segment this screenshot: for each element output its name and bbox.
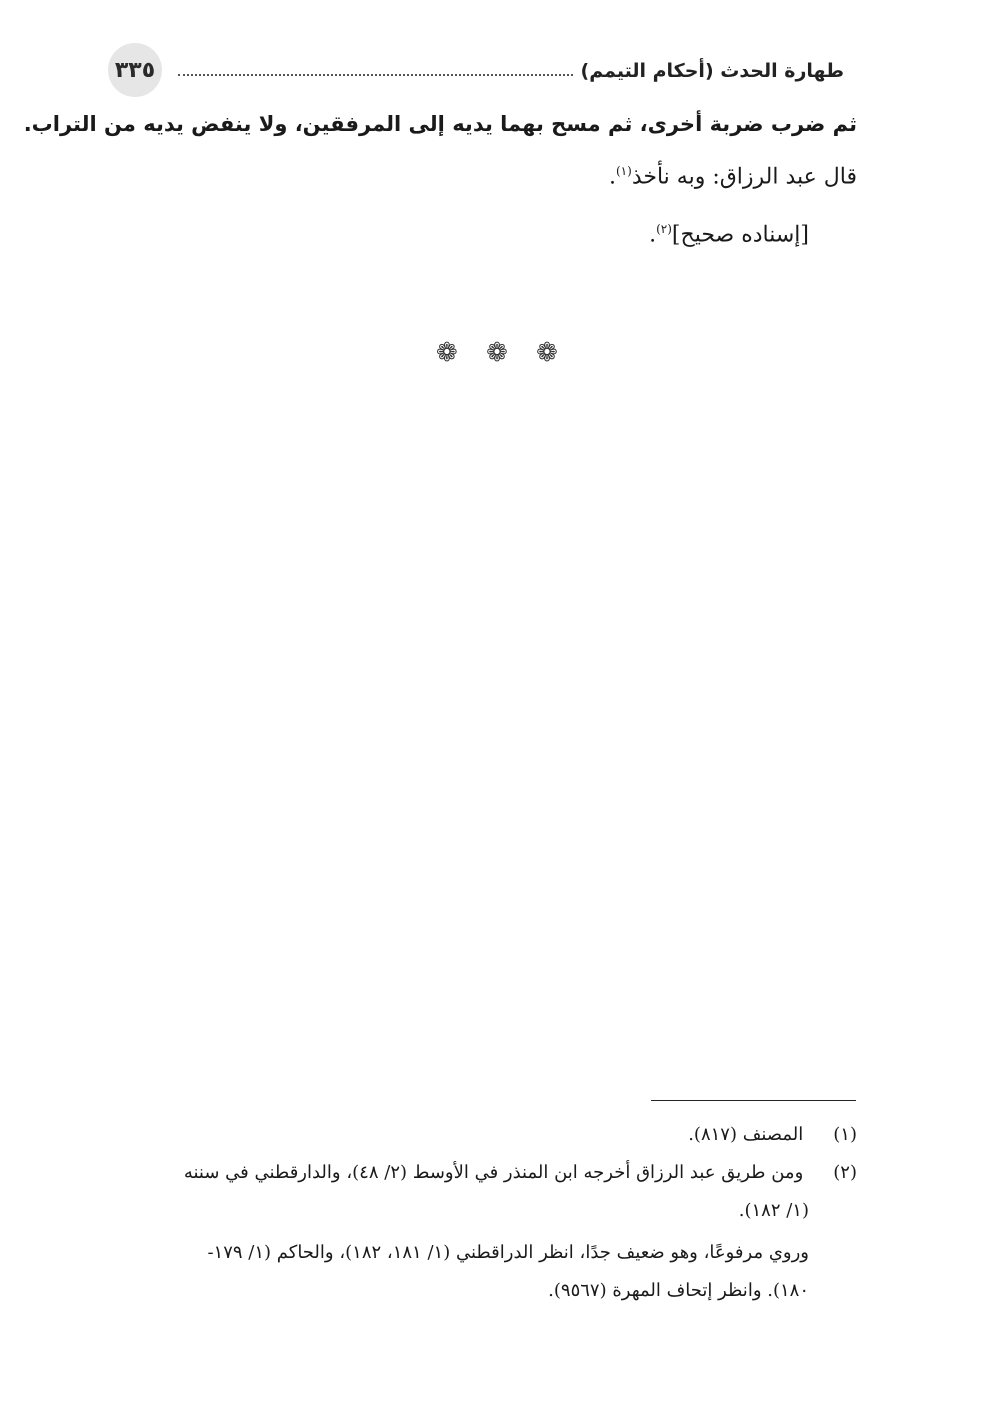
body-line-2-end: . [608, 164, 616, 190]
body-line-3-end: . [649, 222, 657, 248]
footnote-separator [651, 1100, 856, 1101]
body-line-3-text: [إسناده صحيح] [671, 222, 809, 248]
footnote-2-cont-line-1: وروي مرفوعًا، وهو ضعيف جدًا، انظر الدراقطني (١/ ١٨١، ١٨٢)، والحاكم (١/ ١٧٩- [207, 1242, 809, 1263]
body-line-2 [117, 164, 857, 189]
footnote-ref-2: (٢) [656, 222, 672, 236]
page-number-text: ٣٣٥ [114, 57, 156, 83]
page-number [108, 43, 162, 97]
footnote-1-text: المصنف (٨١٧). [688, 1124, 804, 1145]
running-header [178, 56, 844, 86]
footnote-2-number: (٢) [833, 1162, 857, 1183]
footnote-2-line-1: ومن طريق عبد الرزاق أخرجه ابن المنذر في الأوسط (٢/ ٤٨)، والدارقطني في سننه [183, 1162, 804, 1183]
footnote-2-continuation [117, 1234, 809, 1310]
footnote-1 [117, 1116, 857, 1154]
footnote-2-line-2: (١/ ١٨٢). [738, 1200, 809, 1221]
footnote-ref-1: (١) [615, 164, 632, 178]
body-line-3 [69, 222, 809, 247]
footnote-2 [117, 1154, 857, 1230]
footnote-2-cont-line-2: ١٨٠). وانظر إتحاف المهرة (٩٥٦٧). [548, 1280, 809, 1301]
header-dotted-leader [178, 74, 573, 76]
body-line-2-text: قال عبد الرزاق: وبه نأخذ [631, 164, 857, 190]
section-ornament: ❁ ❁ ❁ [436, 338, 568, 368]
running-title: طهارة الحدث (أحكام التيمم) [580, 60, 844, 82]
footnote-1-number: (١) [833, 1124, 857, 1145]
body-line-1: ثم ضرب ضربة أخرى، ثم مسح بهما يديه إلى المرفقين، ولا ينفض يديه من التراب. [23, 112, 857, 136]
